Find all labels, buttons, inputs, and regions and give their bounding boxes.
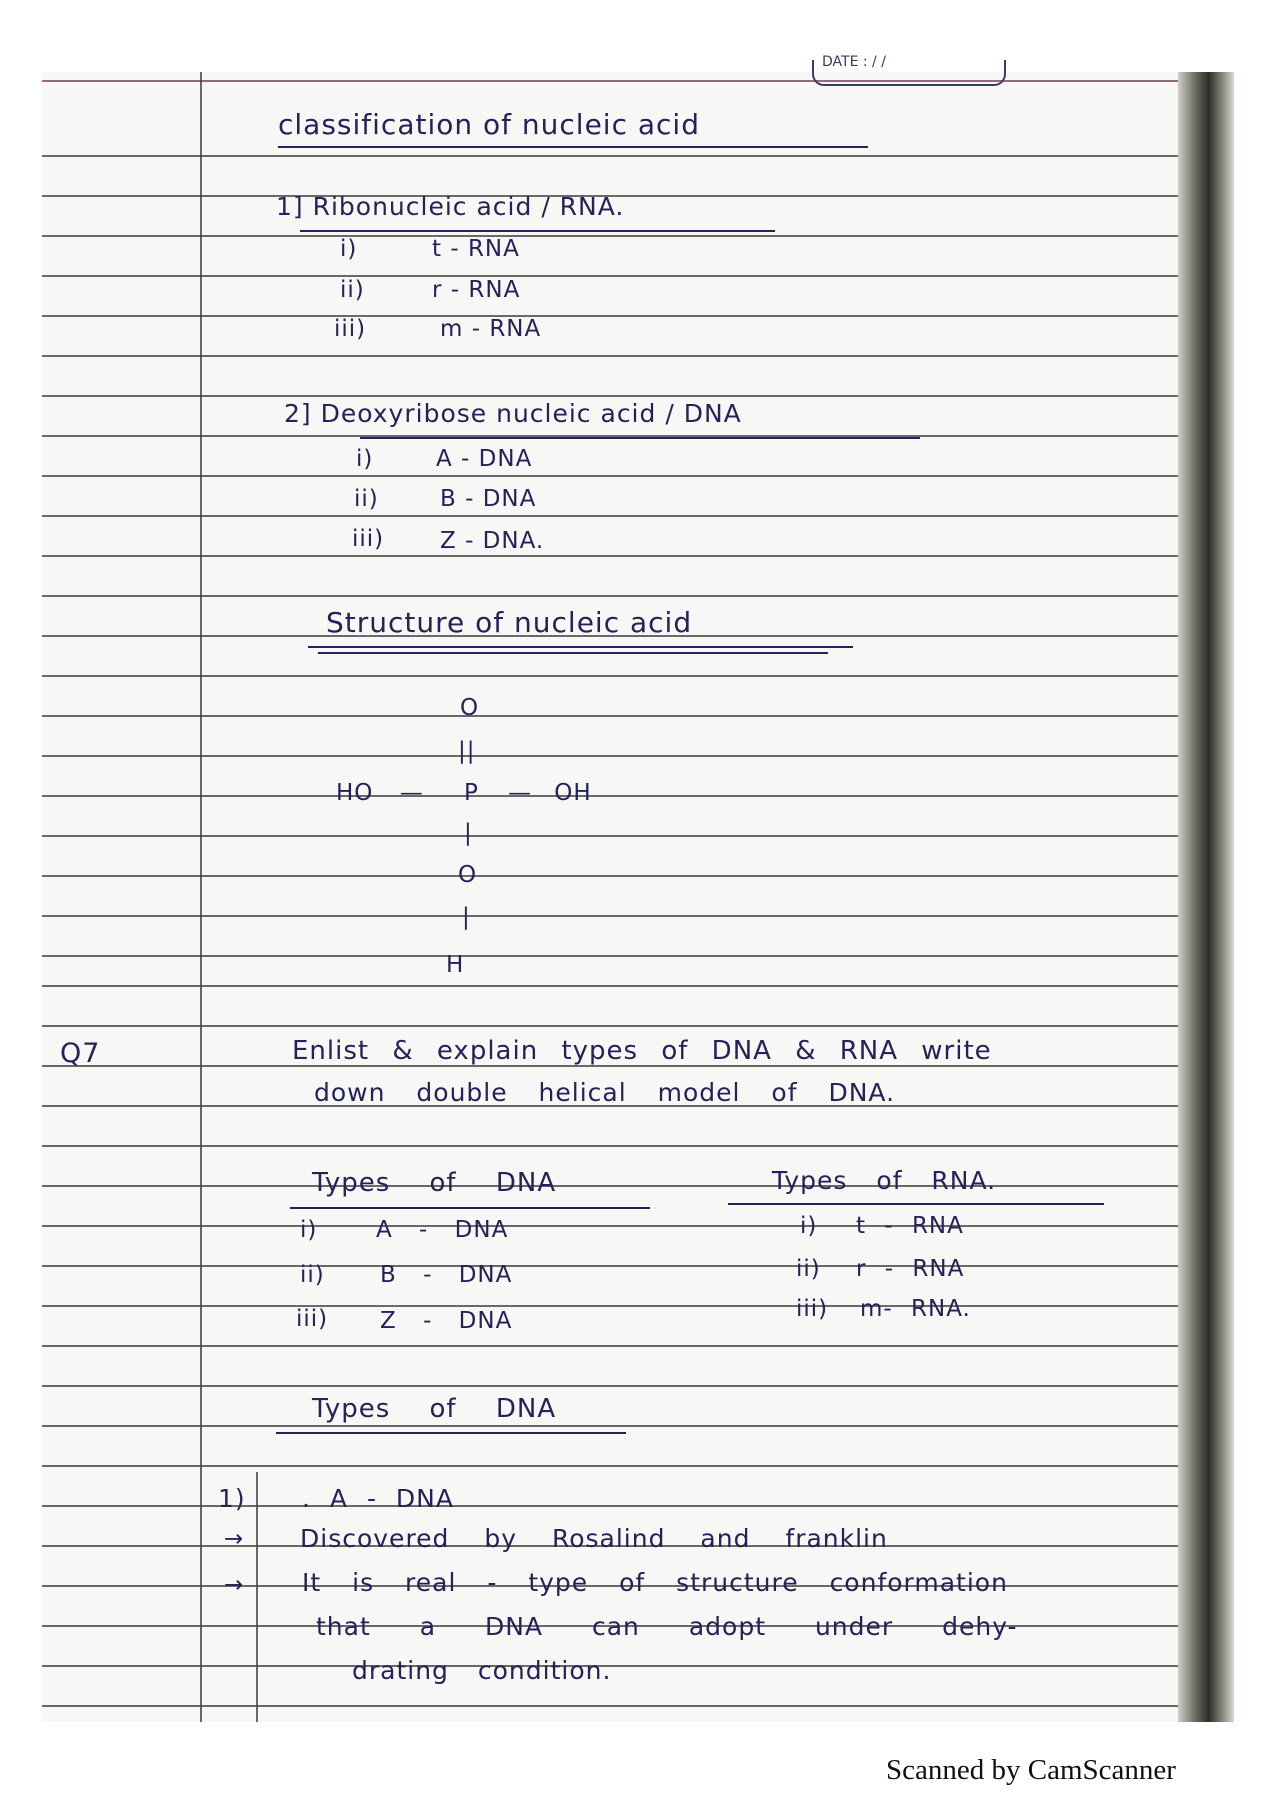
types-dna-text: B - DNA [380,1262,513,1288]
rna-heading: 1] Ribonucleic acid / RNA. [276,192,625,221]
rule-line [42,1465,1232,1467]
a-dna-point-1: Discovered by Rosalind and franklin [300,1524,888,1553]
types-rna-num: ii) [796,1256,821,1282]
rule-line [42,1345,1232,1347]
types-dna-num: ii) [300,1262,325,1288]
rule-line [42,235,1232,237]
formula-left-group: HO — [336,780,424,806]
notebook-binding [1178,72,1234,1722]
types-rna-text: t - RNA [856,1213,964,1239]
rule-line [42,795,1232,797]
title-underline [278,146,868,148]
question-number: Q7 [60,1038,101,1069]
rule-line [42,1385,1232,1387]
structure-underline-2 [318,652,828,654]
formula-right-group: — OH [508,780,592,806]
rule-line [42,875,1232,877]
notebook-page [42,72,1232,1722]
rule-line [42,515,1232,517]
page-title: classification of nucleic acid [278,108,700,141]
rule-line [42,675,1232,677]
rule-line [42,1705,1232,1707]
types-rna-underline [728,1203,1104,1205]
date-stamp: DATE : / / [812,60,1006,86]
a-dna-point-2-line-3: drating condition. [352,1656,612,1685]
rule-line [42,955,1232,957]
structure-underline [308,646,853,648]
types-dna-text: A - DNA [376,1217,509,1243]
types-dna-2-heading: Types of DNA [312,1394,557,1424]
types-dna-2-underline [276,1432,626,1434]
dna-item-text: A - DNA [436,446,533,472]
dna-item-num: iii) [352,526,385,552]
rule-line [42,155,1232,157]
question-divider-line [42,985,1232,987]
rna-heading-underline [300,230,775,232]
types-rna-num: i) [800,1213,818,1239]
rna-item-num: iii) [334,316,367,342]
arrow-icon: → [224,1526,245,1552]
rna-item-text: t - RNA [432,236,520,262]
rule-line [42,475,1232,477]
dna-item-num: ii) [354,486,379,512]
formula-double-bond: || [458,738,476,764]
a-dna-point-2-line-1: It is real - type of structure conformation [302,1568,1008,1597]
formula-oxygen-mid: O [458,862,478,888]
types-dna-text: Z - DNA [380,1308,513,1334]
question-line-2: down double helical model of DNA. [314,1078,896,1107]
structure-heading: Structure of nucleic acid [326,606,693,639]
rule-line [42,555,1232,557]
rule-line [42,1305,1232,1307]
dna-heading-underline [360,437,920,439]
dna-item-text: Z - DNA. [440,528,545,554]
rule-line [42,915,1232,917]
rna-item-num: i) [340,236,358,262]
dna-item-text: B - DNA [440,486,537,512]
rule-line [42,835,1232,837]
rule-line [42,595,1232,597]
rna-item-num: ii) [340,277,365,303]
rule-line [42,355,1232,357]
inner-margin-line [256,1472,258,1722]
types-dna-num: iii) [296,1306,329,1332]
dna-heading: 2] Deoxyribose nucleic acid / DNA [284,399,742,428]
types-rna-num: iii) [796,1296,829,1322]
types-rna-heading: Types of RNA. [772,1166,997,1195]
rule-line [42,1425,1232,1427]
scanner-watermark: Scanned by CamScanner [886,1754,1176,1786]
a-dna-point-2-line-2: that a DNA can adopt under dehy- [316,1612,1018,1641]
rule-line [42,395,1232,397]
formula-oxygen-top: O [460,695,480,721]
a-dna-number: 1) [218,1484,246,1513]
rule-line [42,755,1232,757]
rule-line [42,1225,1232,1227]
question-line-1: Enlist & explain types of DNA & RNA write [292,1036,992,1066]
formula-bond: | [462,904,471,930]
formula-hydrogen: H [446,952,465,978]
rna-item-text: r - RNA [432,277,521,303]
types-dna-heading: Types of DNA [312,1168,557,1198]
rule-line [42,1145,1232,1147]
rna-item-text: m - RNA [440,316,542,342]
formula-bond: | [464,820,473,846]
dna-item-num: i) [356,446,374,472]
rule-line [42,195,1232,197]
top-margin-line [42,80,1232,82]
types-rna-text: r - RNA [856,1256,965,1282]
rule-line [42,715,1232,717]
formula-phosphorus: P [464,780,479,806]
types-dna-underline [290,1207,650,1209]
rule-line [42,315,1232,317]
rule-line [42,1665,1232,1667]
rule-line [42,275,1232,277]
a-dna-title: . A - DNA [302,1484,454,1513]
rule-line [42,1265,1232,1267]
rule-line [42,1025,1232,1027]
types-rna-text: m- RNA. [860,1296,971,1322]
rule-line [42,1185,1232,1187]
arrow-icon: → [224,1572,245,1598]
margin-line [200,72,202,1722]
types-dna-num: i) [300,1217,318,1243]
